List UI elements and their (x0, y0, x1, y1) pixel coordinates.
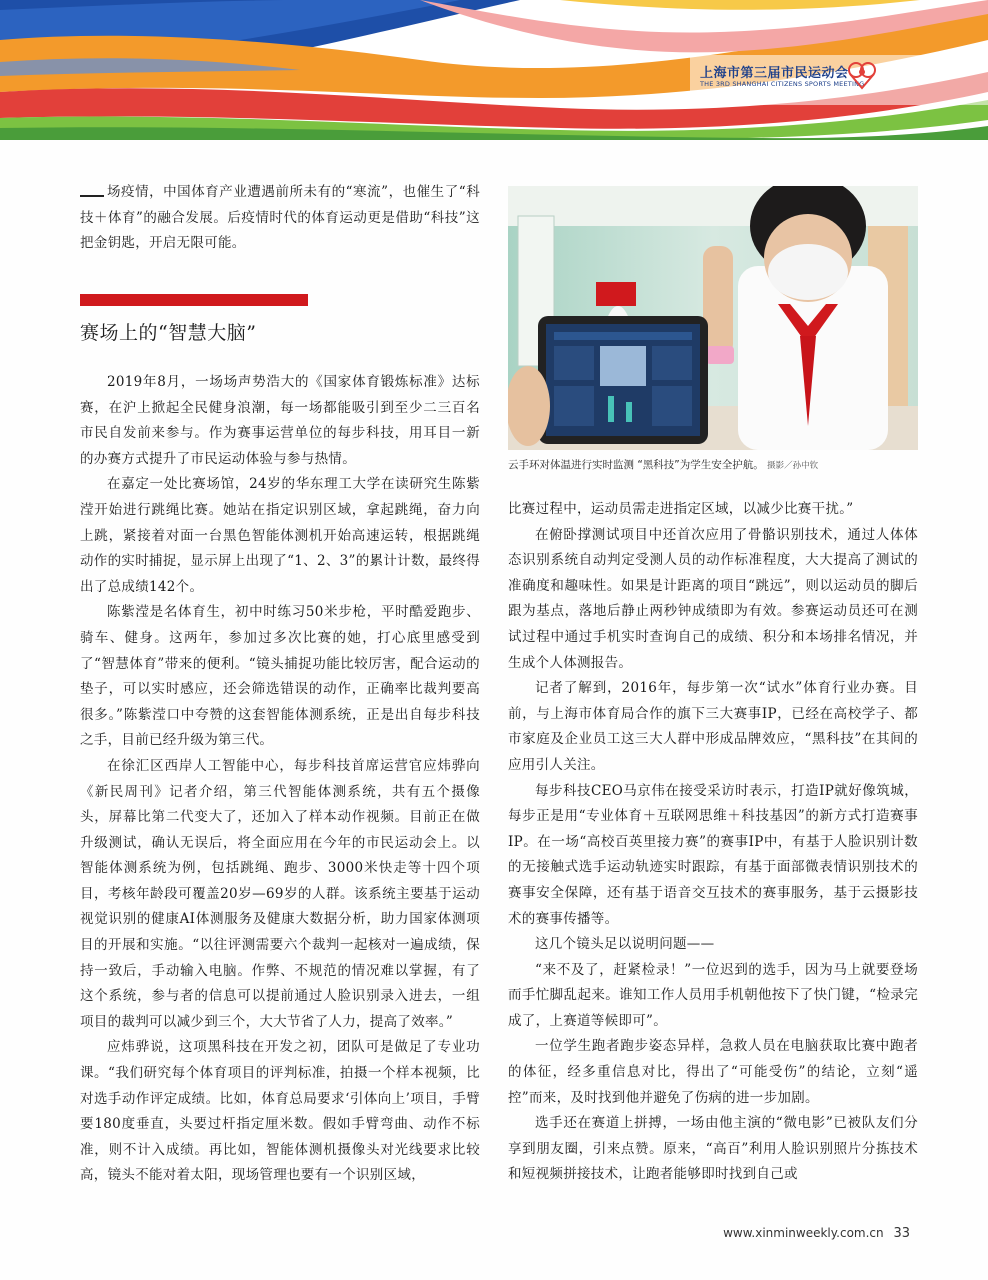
paragraph: 在徐汇区西岸人工智能中心，每步科技首席运营官应炜骅向《新民周刊》记者介绍，第三代智能体测系统，共有五个摄像头，屏幕比第二代变大了，还加入了样本动作视频。目前正在做升级测试，确认无误后，将全面应用在今年的市民运动会上。以智能体测系统为例，包括跳绳、跑步、3000米快走等十四个项目，考核年龄段可覆盖20岁—69岁的人群。该系统主要基于运动视觉识别的健康AI体测服务及健康大数据分析，助力国家体测项目的开展和实施。“以往评测需要六个裁判一起核对一遍成绩，保持一致后，手动输入电脑。作弊、不规范的情况难以掌握，有了这个系统，参与者的信息可以提前通过人脸识别录入进去，一组项目的裁判可以减少到三个，大大节省了人力，提高了效率。” (80, 757, 480, 1030)
paragraph: 陈紫滢是名体育生，初中时练习50米步枪，平时酷爱跑步、骑车、健身。这两年，参加过多次比赛的她，打心底里感受到了“智慧体育”带来的便利。“镜头捕捉功能比较厉害，配合运动的垫子，可以实时感应，还会筛选错误的动作，正确率比裁判要高很多。”陈紫滢口中夸赞的这套智能体测系统，正是出自每步科技之手，目前已经升级为第三代。 (80, 604, 480, 749)
section-accent-bar (80, 294, 308, 306)
paragraph: “来不及了，赶紧检录！”一位迟到的选手，因为马上就要登场而手忙脚乱起来。谁知工作人员用手机朝他按下了快门键，“检录完成了，上赛道等候即可”。 (508, 961, 918, 1029)
paragraph: 在嘉定一处比赛场馆，24岁的华东理工大学在读研究生陈紫滢开始进行跳绳比赛。她站在指定识别区域，拿起跳绳，奋力向上跳，紧接着对面一台黑色智能体测机开始高速运转，根据跳绳动作的实时捕捉，显示屏上出现了“1、2、3”的累计计数，最终得出了总成绩142个。 (80, 476, 480, 595)
right-column (508, 497, 918, 1188)
section-title: 赛场上的“智慧大脑” (80, 322, 257, 344)
paragraph: 这几个镜头足以说明问题—— (535, 936, 715, 953)
header-banner (0, 0, 988, 140)
intro-paragraph: 场疫情，中国体育产业遭遇前所未有的“寒流”，也催生了“科技＋体育”的融合发展。后疫情时代的体育运动更是借助“科技”这把金钥匙，开启无限可能。 (80, 184, 480, 252)
paragraph: 一位学生跑者跑步姿态异样，急救人员在电脑获取比赛中跑者的体征，经多重信息对比，得出了“可能受伤”的结论，立刻“遥控”而来，及时找到他并避免了伤病的进一步加剧。 (508, 1038, 918, 1106)
dropcap-rule (80, 195, 104, 197)
photo-caption (508, 457, 918, 472)
flower-emblem-icon (846, 60, 878, 90)
paragraph: 选手还在赛道上拼搏，一场由他主演的“微电影”已被队友们分享到朋友圈，引来点赞。原来，“高百”利用人脸识别照片分拣技术和短视频拼接技术，让跑者能够即时找到自己或 (508, 1115, 918, 1183)
page-footer (723, 1226, 910, 1241)
paragraph: 记者了解到，2016年，每步第一次“试水”体育行业办赛。目前，与上海市体育局合作的旗下三大赛事IP，已经在高校学子、都市家庭及企业员工这三大人群中形成品牌效应，“黑科技”在其间的应用引人关注。 (508, 680, 918, 773)
caption-text: 云手环对体温进行实时监测 “黑科技”为学生安全护航。 (508, 459, 764, 471)
website-url: www.xinminweekly.com.cn (723, 1226, 884, 1240)
paragraph: 应炜骅说，这项黑科技在开发之初，团队可是做足了专业功课。“我们研究每个体育项目的评判标准，拍摄一个样本视频，比对选手动作评定成绩。比如，体育总局要求‘引体向上’项目，手臂要180度垂直，头要过杆指定厘米数。假如手臂弯曲、动作不标准，则不计入成绩。再比如，智能体测机摄像头对光线要求比较高，镜头不能对着太阳，现场管理也要有一个识别区域， (80, 1039, 480, 1184)
paragraph: 每步科技CEO马京伟在接受采访时表示，打造IP就好像筑城，每步正是用“专业体育＋互联网思维＋科技基因”的新方式打造赛事IP。在一场“高校百英里接力赛”的赛事IP中，有基于人脸识别计数的无接触式选手运动轨迹实时跟踪，有基于面部微表情识别技术的赛事安全保障，还有基于语音交互技术的赛事服务，基于云摄影技术的赛事传播等。 (508, 782, 918, 927)
page-number: 33 (893, 1226, 910, 1241)
student-wristband-photo (508, 186, 918, 450)
intro-block (80, 180, 480, 257)
logo-subtitle: THE 3RD SHANGHAI CITIZENS SPORTS MEETING (700, 80, 865, 88)
paragraph: 在俯卧撑测试项目中还首次应用了骨骼识别技术，通过人体体态识别系统自动判定受测人员的动作标准程度，大大提高了测试的准确度和趣味性。如果是计距离的项目“跳远”，则以运动员的脚后跟为基点，落地后静止两秒钟成绩即为有效。参赛运动员还可在测试过程中通过手机实时查询自己的成绩、积分和本场排名情况，并生成个人体测报告。 (508, 526, 918, 671)
left-column (80, 370, 480, 1189)
article-photo (508, 186, 918, 450)
paragraph: 2019年8月，一场场声势浩大的《国家体育锻炼标准》达标赛，在沪上掀起全民健身浪潮，每一场都能吸引到至少二三百名市民自发前来参与。作为赛事运营单位的每步科技，用耳目一新的办赛方式提升了市民运动体验与参与热情。 (80, 374, 480, 467)
event-logo (700, 60, 980, 100)
photo-credit: 摄影／孙中钦 (767, 461, 819, 471)
paragraph: 比赛过程中，运动员需走进指定区域，以减少比赛干扰。” (508, 501, 854, 517)
logo-title: 上海市第三届市民运动会 (700, 66, 849, 81)
